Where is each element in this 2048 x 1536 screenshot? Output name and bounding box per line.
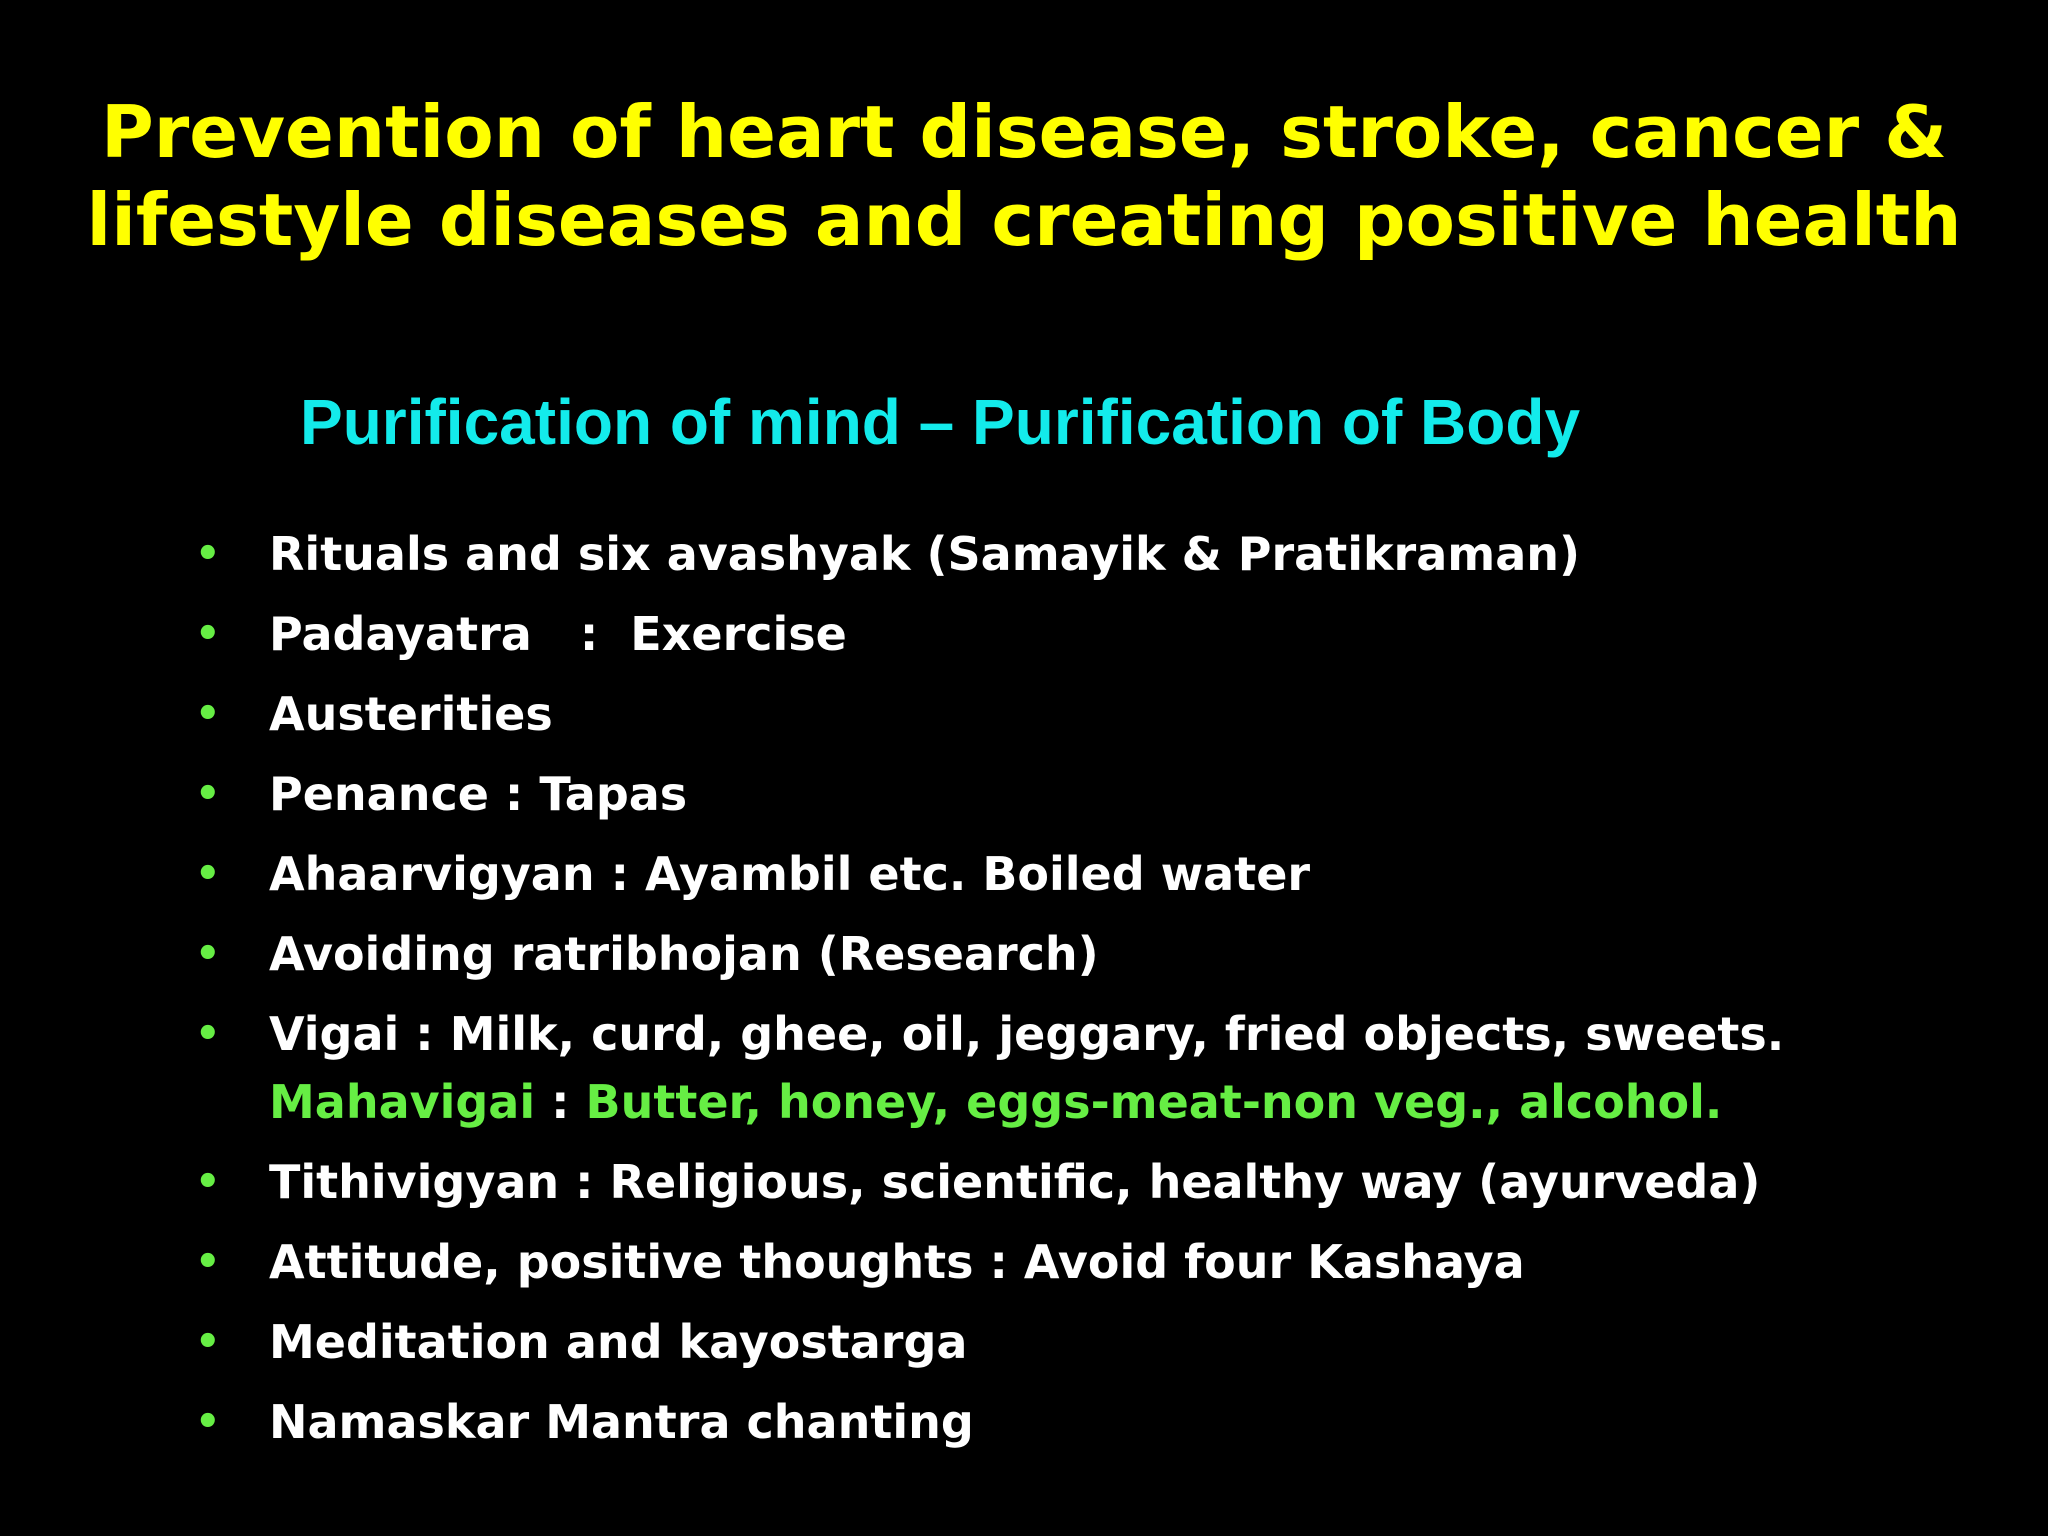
bullet-text: Meditation and kayostarga — [269, 1315, 968, 1369]
slide-title — [0, 88, 2048, 264]
bullet-text: Ahaarvigyan : Ayambil etc. Boiled water — [269, 847, 1311, 901]
bullet-item-attitude — [195, 1228, 1995, 1296]
mahavigai-items: Butter, honey, eggs-meat-non veg., alcohol. — [585, 1075, 1723, 1129]
bullet-text: Padayatra : Exercise — [269, 607, 847, 661]
bullet-dot-icon: • — [195, 851, 221, 897]
bullet-item-rituals — [195, 520, 1995, 588]
bullet-dot-icon: • — [195, 1319, 221, 1365]
bullet-item-vigai — [195, 1000, 1995, 1136]
bullet-dot-icon: • — [195, 1159, 221, 1205]
bullet-item-penance — [195, 760, 1995, 828]
bullet-dot-icon: • — [195, 1399, 221, 1445]
bullet-text: Attitude, positive thoughts : Avoid four Kashaya — [269, 1235, 1525, 1289]
bullet-item-meditation — [195, 1308, 1995, 1376]
bullet-item-ratribhojan — [195, 920, 1995, 988]
bullet-item-padayatra — [195, 600, 1995, 668]
bullet-dot-icon: • — [195, 531, 221, 577]
mahavigai-separator: : — [535, 1075, 586, 1129]
bullet-dot-icon: • — [195, 771, 221, 817]
bullet-item-tithivigyan — [195, 1148, 1995, 1216]
bullet-text: Penance : Tapas — [269, 767, 688, 821]
bullet-dot-icon: • — [195, 611, 221, 657]
slide-subtitle: Purification of mind – Purification of Body — [300, 386, 1581, 458]
bullet-dot-icon: • — [195, 691, 221, 737]
bullet-list — [195, 520, 1995, 1468]
bullet-dot-icon: • — [195, 1239, 221, 1285]
bullet-dot-icon: • — [195, 1011, 221, 1057]
bullet-item-austerities — [195, 680, 1995, 748]
bullet-text: Namaskar Mantra chanting — [269, 1395, 974, 1449]
slide-title-line-1: Prevention of heart disease, stroke, cancer & — [101, 90, 1947, 174]
bullet-text: Tithivigyan : Religious, scientific, healthy way (ayurveda) — [269, 1155, 1761, 1209]
mahavigai-line — [269, 1068, 1995, 1136]
bullet-text: Rituals and six avashyak (Samayik & Pratikraman) — [269, 527, 1581, 581]
bullet-text: Avoiding ratribhojan (Research) — [269, 927, 1099, 981]
bullet-item-namaskar — [195, 1388, 1995, 1456]
slide-title-line-2: lifestyle diseases and creating positive health — [86, 178, 1962, 262]
mahavigai-term: Mahavigai — [269, 1075, 536, 1129]
bullet-text: Austerities — [269, 687, 553, 741]
bullet-dot-icon: • — [195, 931, 221, 977]
bullet-text: Vigai : Milk, curd, ghee, oil, jeggary, fried objects, sweets. — [269, 1007, 1785, 1061]
bullet-item-ahaarvigyan — [195, 840, 1995, 908]
